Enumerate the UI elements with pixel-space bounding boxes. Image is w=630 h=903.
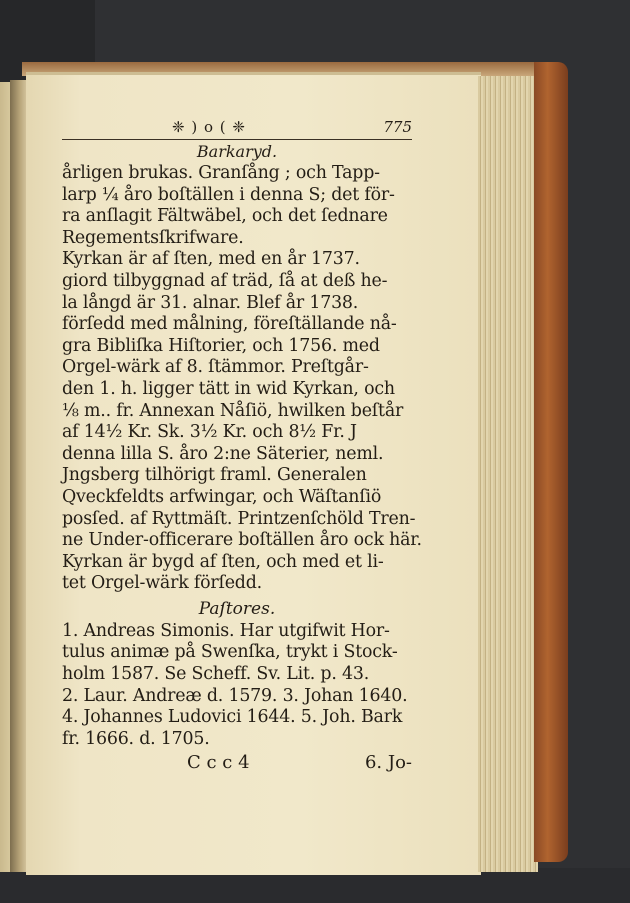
pastor-line: tulus animæ på Swenſka, trykt i Stock- (62, 642, 398, 663)
text-line: Orgel-wärk af 8. ſtämmor. Preſtgår- (62, 357, 369, 378)
page-fore-edge (478, 76, 538, 872)
signature-mark: C c c 4 (187, 752, 250, 774)
pastor-line: 1. Andreas Simonis. Har utgifwit Hor- (62, 620, 390, 641)
text-line: Regementsſkrifware. (62, 227, 244, 248)
pastors-list (62, 621, 412, 751)
place-heading: Barkaryd. (196, 142, 278, 161)
page-number: 775 (383, 118, 412, 136)
text-line: ⅛ m.. fr. Annexan Nåſiö, hwilken beſtår (62, 400, 404, 421)
header-ornament: ❈ ) o ( ❈ (172, 118, 246, 136)
text-line: årligen brukas. Granſång ; och Tapp- (62, 163, 380, 183)
page-text (62, 118, 422, 774)
text-line: Qveckfeldts arfwingar, och Wäſtanſiö (62, 486, 382, 507)
text-line: Jngsberg tilhörigt framl. Generalen (62, 465, 367, 486)
page-footer (62, 752, 412, 773)
text-line: ra anſlagit Fältwäbel, och det ſednare (62, 206, 388, 227)
text-line: den 1. h. ligger tätt in wid Kyrkan, och (62, 378, 395, 399)
running-header (62, 118, 412, 140)
text-line: larp ¼ åro boſtällen i denna S; det för- (62, 184, 395, 205)
text-line: la långd är 31. alnar. Blef år 1738. (62, 292, 359, 313)
text-line: Kyrkan är af ſten, med en år 1737. (62, 249, 360, 270)
book-cover-edge (534, 62, 568, 862)
pastor-line: 4. Johannes Ludovici 1644. 5. Joh. Bark (62, 707, 403, 728)
text-line: af 14½ Kr. Sk. 3½ Kr. och 8½ Fr. J (62, 422, 357, 443)
pastor-line: 2. Laur. Andreæ d. 1579. 3. Johan 1640. (62, 685, 408, 706)
text-line: Kyrkan är bygd af ſten, och med et li- (62, 551, 384, 572)
text-line: posſed. af Ryttmäſt. Printzenſchöld Tren- (62, 508, 416, 529)
text-line: giord tilbyggnad af träd, ſå at deß he- (62, 270, 388, 291)
text-line: gra Bibliſka Hiſtorier, och 1756. med (62, 335, 380, 356)
catchword: 6. Jo- (364, 752, 412, 774)
text-line: ne Under-officerare boſtällen åro ock här. (62, 530, 422, 551)
text-line: tet Orgel-wärk förſedd. (62, 573, 263, 594)
pastor-line: holm 1587. Se Scheff. Sv. Lit. p. 43. (62, 664, 370, 685)
pastors-heading: Paſtores. (198, 598, 276, 619)
body-paragraphs (62, 163, 422, 595)
pastor-line: fr. 1666. d. 1705. (62, 728, 210, 749)
text-line: förſedd med målning, föreſtällande nå- (62, 314, 397, 335)
text-line: denna lilla S. åro 2:ne Säterier, neml. (62, 443, 384, 464)
